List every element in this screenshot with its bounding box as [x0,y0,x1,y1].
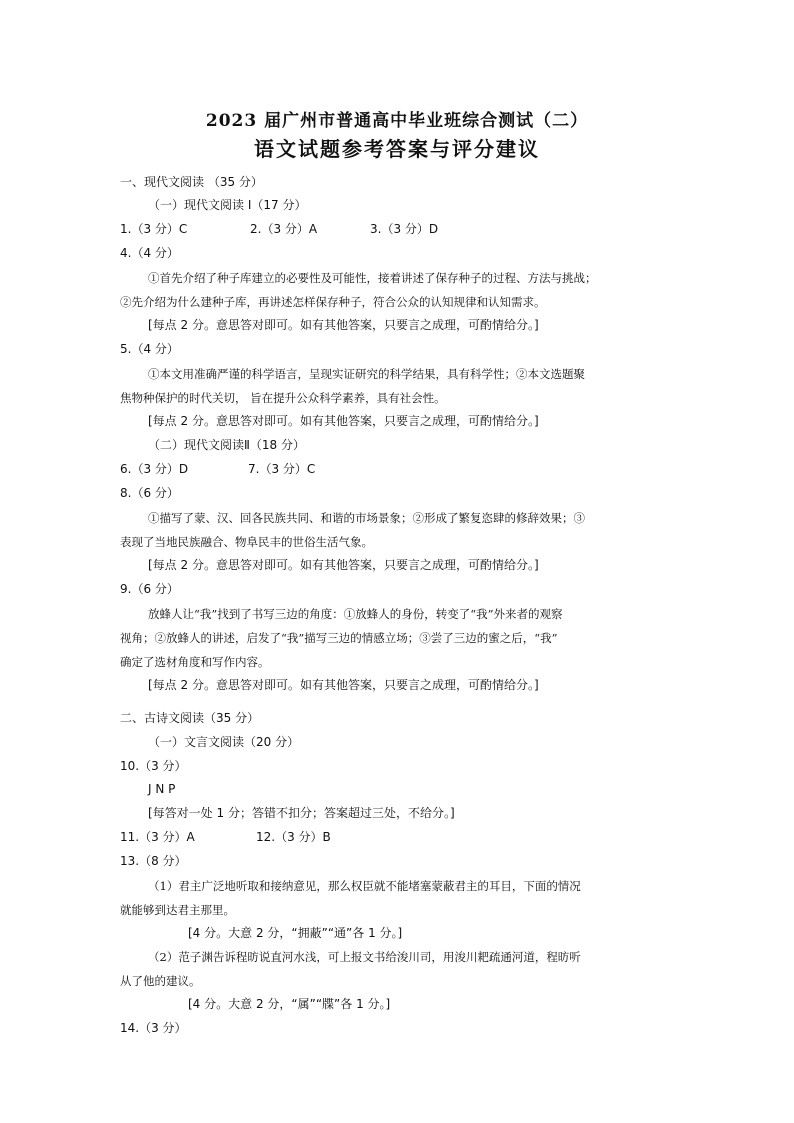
q9-answer-line1: 放蜂人让“我”找到了书写三边的角度：①放蜂人的身份，转变了“我”外来者的观察 [148,607,563,621]
q13-part1-scoring-note: [4 分。大意 2 分，“拥蔽”“通”各 1 分。] [188,926,403,940]
q1-answer [120,221,438,237]
q11: 11.（3 分）A [120,830,195,844]
section1-part2-heading: （二）现代文阅读Ⅱ（18 分） [148,438,305,452]
q9-scoring-note: [每点 2 分。意思答对即可。如有其他答案，只要言之成理，可酌情给分。] [148,678,539,692]
section1-part1-heading: （一）现代文阅读 Ⅰ（17 分） [148,198,307,212]
q13-heading: 13.（8 分） [120,854,187,868]
q10-scoring-note: [每答对一处 1 分；答错不扣分；答案超过三处，不给分。] [148,806,455,820]
q1: 1.（3 分）C [120,222,188,236]
q9-heading: 9.（6 分） [120,582,179,596]
document-title-line1: 2023 届广州市普通高中毕业班综合测试（二） [205,111,589,131]
q6: 6.（3 分）D [120,462,189,476]
q5-scoring-note: [每点 2 分。意思答对即可。如有其他答案，只要言之成理，可酌情给分。] [148,414,539,428]
q9-answer-line3: 确定了选材角度和写作内容。 [120,655,270,669]
q14-heading: 14.（3 分） [120,1021,187,1035]
q6-q7-answers [120,461,315,477]
q2: 2.（3 分）A [250,222,318,236]
q5-answer-line1: ①本文用准确严谨的科学语言，呈现实证研究的科学结果，具有科学性；②本文选题聚 [148,367,585,381]
q8-heading: 8.（6 分） [120,486,179,500]
q4-heading: 4.（4 分） [120,246,179,260]
q10-heading: 10.（3 分） [120,759,187,773]
q3: 3.（3 分）D [370,222,439,236]
section2-heading: 二、古诗文阅读（35 分） [120,711,260,725]
q13-part2-line2: 从了他的建议。 [120,974,201,988]
q7: 7.（3 分）C [248,462,316,476]
document-title-line2: 语文试题参考答案与评分建议 [254,137,540,161]
q8-answer-line1: ①描写了蒙、汉、回各民族共同、和谐的市场景象；②形成了繁复恣肆的修辞效果；③ [148,511,585,525]
q5-heading: 5.（4 分） [120,342,179,356]
q13-part2-line1: （2）范子渊告诉程昉说直河水浅，可上报文书给浚川司，用浚川耙疏通河道，程昉听 [148,950,581,964]
q8-scoring-note: [每点 2 分。意思答对即可。如有其他答案，只要言之成理，可酌情给分。] [148,558,539,572]
q13-part1-line2: 就能够到达君主那里。 [120,903,235,917]
q11-q12-answers [120,829,331,845]
q5-answer-line2: 焦物种保护的时代关切， 旨在提升公众科学素养，具有社会性。 [120,391,446,405]
q13-part1-line1: （1）君主广泛地听取和接纳意见，那么权臣就不能堵塞蒙蔽君主的耳目，下面的情况 [148,879,581,893]
q4-answer-line2: ②先介绍为什么建种子库，再讲述怎样保存种子，符合公众的认知规律和认知需求。 [120,295,546,309]
section1-heading: 一、现代文阅读 （35 分） [120,175,263,189]
q10-answer: J N P [148,782,176,796]
q4-scoring-note: [每点 2 分。意思答对即可。如有其他答案，只要言之成理，可酌情给分。] [148,318,539,332]
q12: 12.（3 分）B [256,830,331,844]
q8-answer-line2: 表现了当地民族融合、物阜民丰的世俗生活气象。 [120,535,373,549]
section2-part1-heading: （一）文言文阅读（20 分） [148,735,300,749]
q4-answer-line1: ①首先介绍了种子库建立的必要性及可能性，接着讲述了保存种子的过程、方法与挑战； [148,271,597,285]
q9-answer-line2: 视角；②放蜂人的讲述，启发了“我”描写三边的情感立场；③尝了三边的蜜之后，“我” [120,631,558,645]
q13-part2-scoring-note: [4 分。大意 2 分，“属”“牒”各 1 分。] [188,997,391,1011]
